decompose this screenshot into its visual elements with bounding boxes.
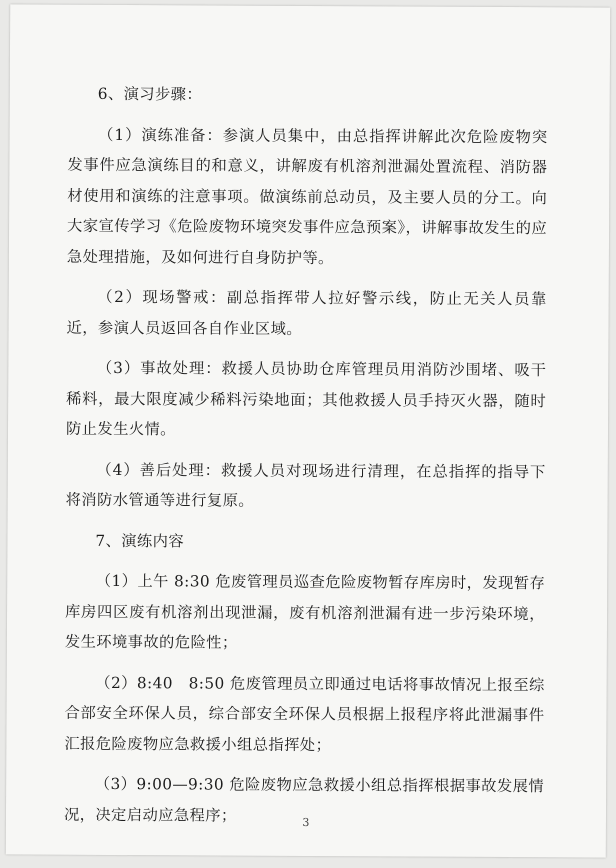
paragraph-content-item-1: （1）上午 8:30 危废管理员巡查危险废物暂存库房时，发现暂存库房四区废有机溶剂出现泄漏，废有机溶剂泄漏有进一步污染环境，发生环境事故的危险性； (64, 571, 546, 652)
paragraph-aftermath: （4）善后处理：救援人员对现场进行清理，在总指挥的指导下将消防水管通等进行复原。 (65, 460, 546, 510)
document-body (64, 79, 548, 843)
paragraph-content-item-3: （3）9:00—9:30 危险废物应急救援小组总指挥根据事故发展情况，决定启动应急程序； (63, 774, 545, 825)
paragraph-content-item-2: （2）8:40 8:50 危废管理员立即通过电话将事故情况上报至综合部安全环保人员，综合部安全环保人员根据上报程序将此泄漏事件汇报危险废物应急救援小组总指挥处； (64, 673, 545, 754)
section-heading-drill-content: 7、演练内容 (95, 531, 185, 550)
paragraph-incident-handling: （3）事故处理：救援人员协助仓库管理员用消防沙围堵、吸干稀料，最大限度减少稀料污染地面；其他救援人员手持灭火器，随时防止发生火情。 (65, 358, 547, 439)
paragraph-site-cordon: （2）现场警戒：副总指挥带人拉好警示线，防止无关人员靠近，参演人员返回各自作业区域。 (66, 287, 547, 338)
page-number: 3 (302, 815, 310, 830)
document-page (6, 4, 610, 857)
paragraph-drill-preparation: （1）演练准备：参演人员集中，由总指挥讲解此次危险废物突发事件应急演练目的和意义，讲解废有机溶剂泄漏处置流程、消防器材使用和演练的注意事项。做演练前总动员，及主要人员的分工。向大家宣传学习《危险废物环境突发事件应急预案》，讲解事故发生的应急处理措施，及如何进行自身防护等。 (66, 125, 548, 267)
section-heading-drill-steps: 6、演习步骤： (97, 84, 203, 104)
